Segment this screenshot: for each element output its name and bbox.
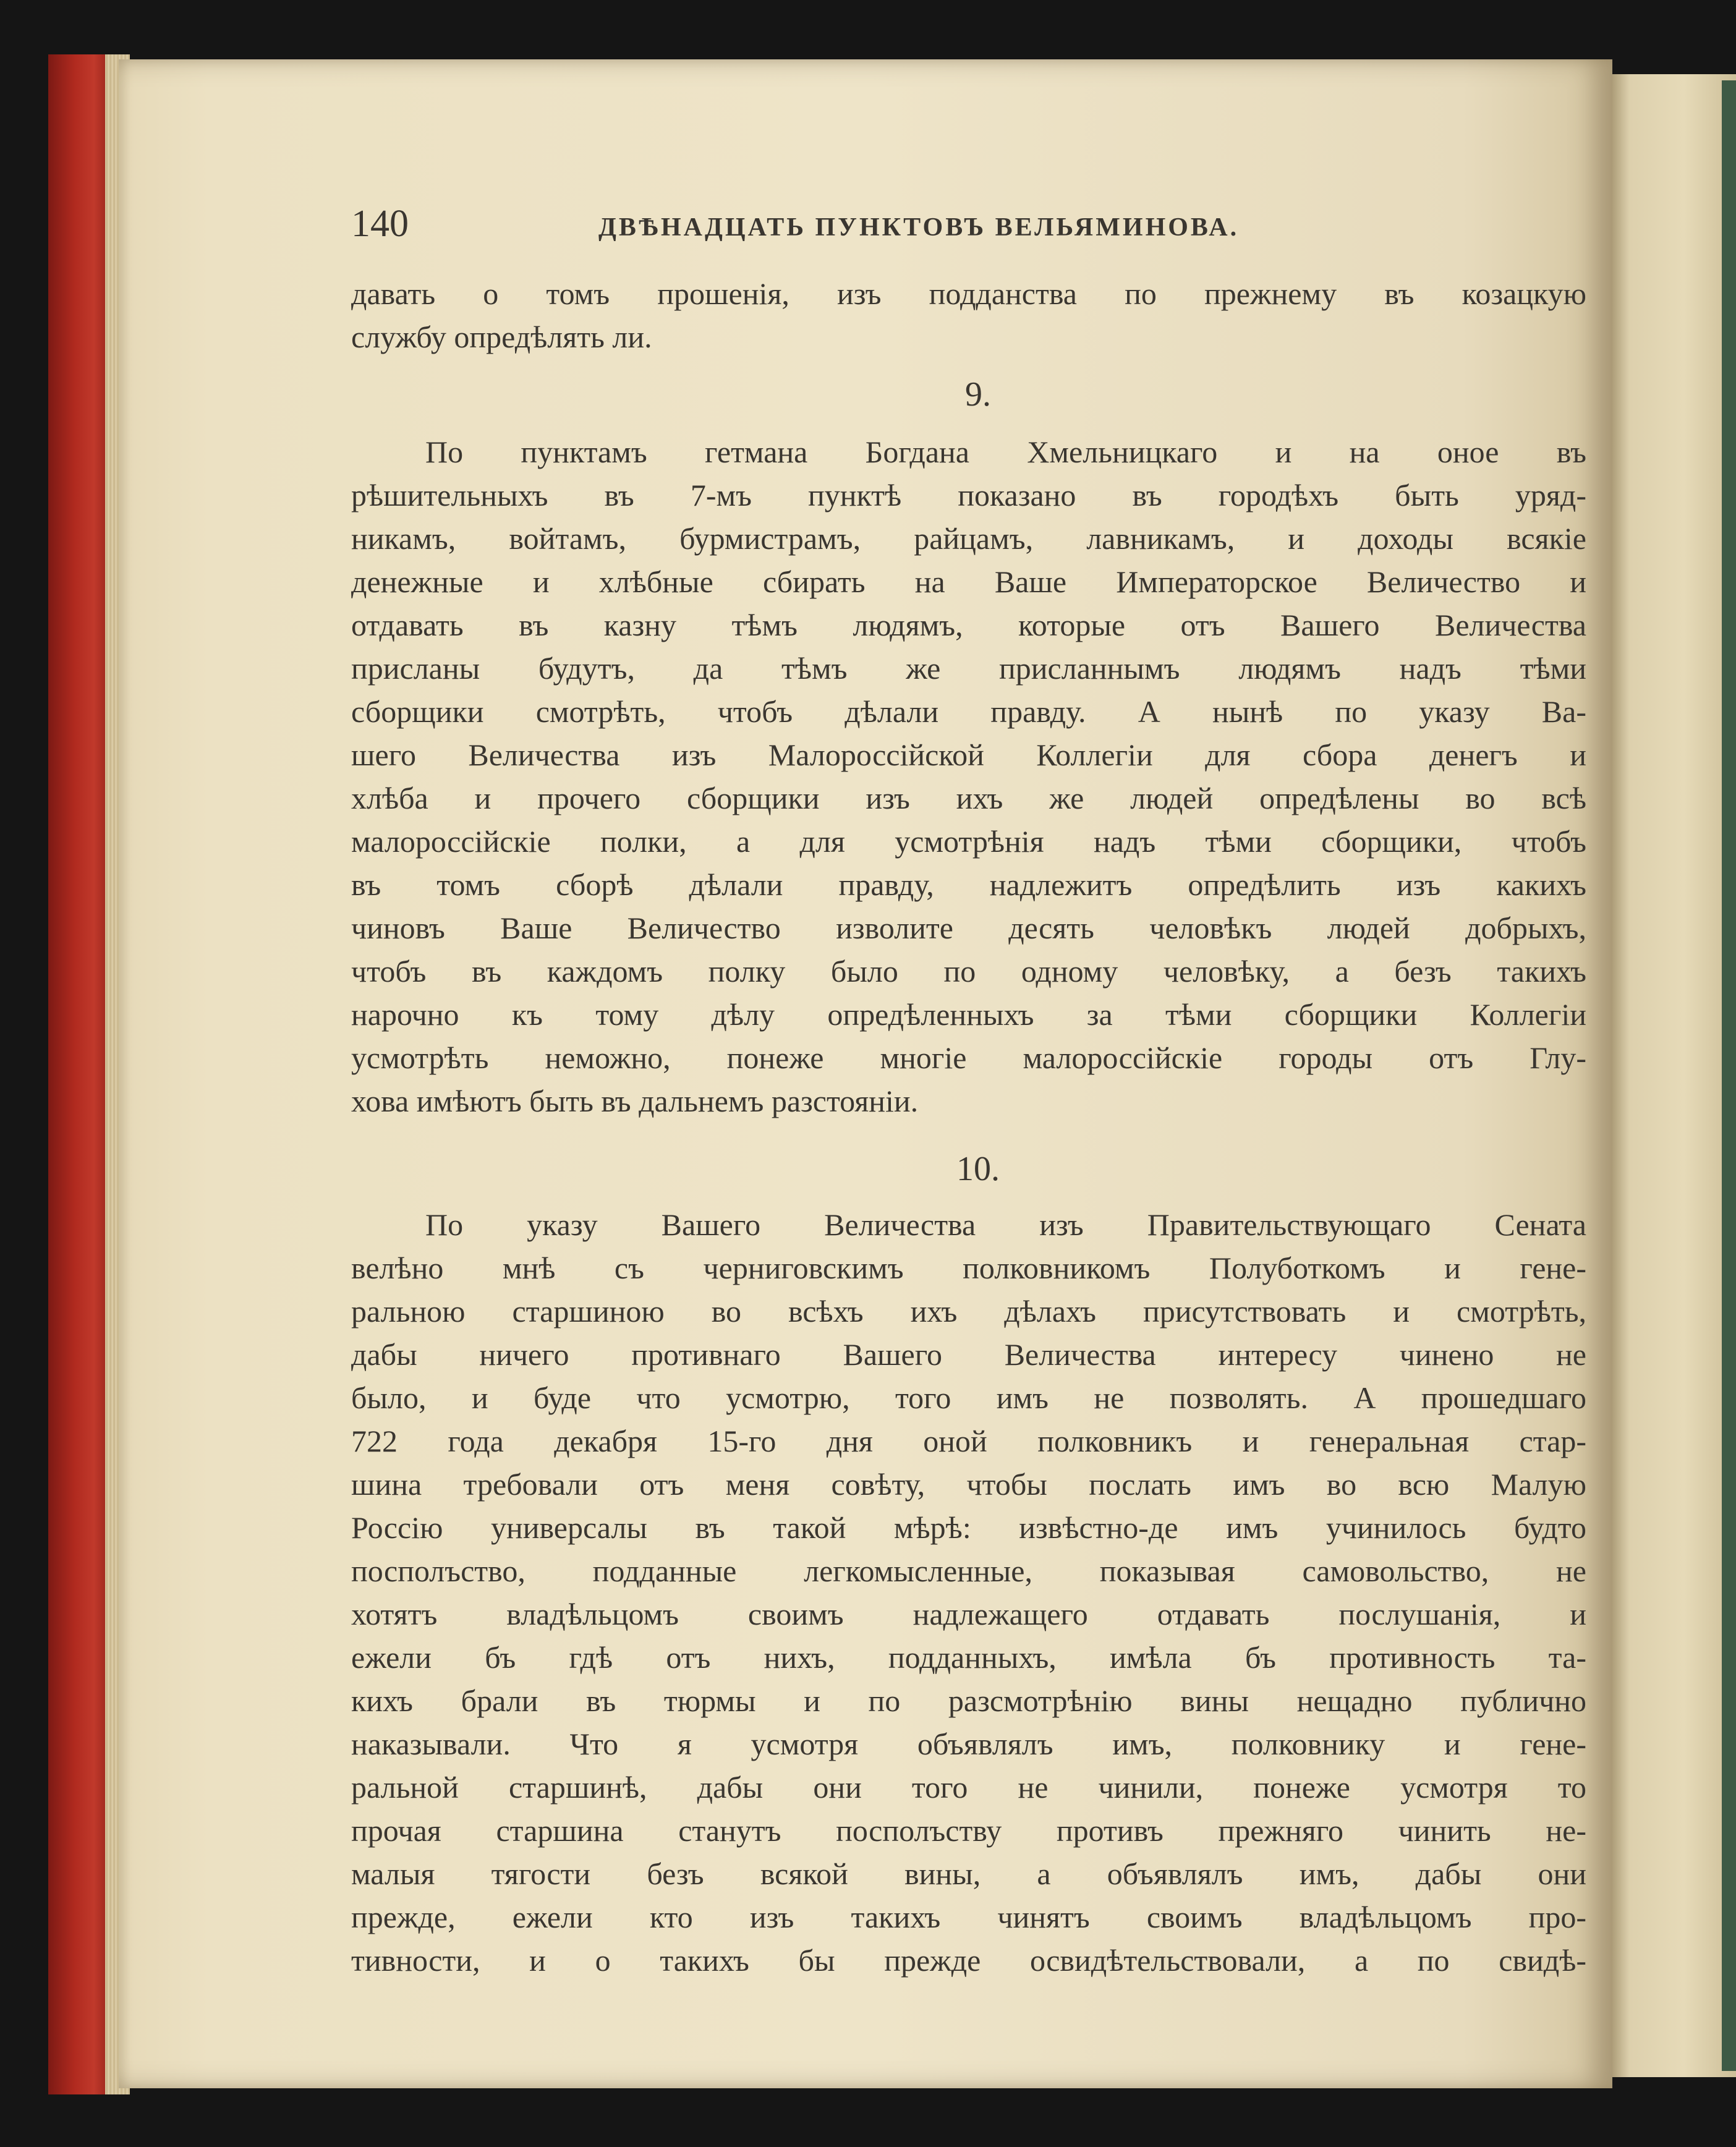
text-line: сборщики смотрѣть, чтобъ дѣлали правду. А нынѣ по указу Ва- <box>351 694 1586 729</box>
text-line: чиновъ Ваше Величество изволите десять человѣкъ людей добрыхъ, <box>351 911 1586 945</box>
section-10 <box>351 1123 1586 1982</box>
text-line: прежде, ежели кто изъ такихъ чинятъ своимъ владѣльцомъ про- <box>351 1900 1586 1934</box>
text-line: нарочно къ тому дѣлу опредѣленныхъ за тѣми сборщики Коллегіи <box>351 997 1586 1032</box>
text-line: шина требовали отъ меня совѣту, чтобы послать имъ во всю Малую <box>351 1467 1586 1502</box>
book-page <box>119 59 1612 2088</box>
text-line: присланы будутъ, да тѣмъ же присланнымъ людямъ надъ тѣми <box>351 651 1586 686</box>
text-line: рѣшительныхъ въ 7-мъ пунктѣ показано въ городѣхъ быть уряд- <box>351 478 1586 512</box>
text-line: кихъ брали въ тюрмы и по разсмотрѣнію вины нещадно публично <box>351 1683 1586 1718</box>
text-line: хова имѣютъ быть въ дальнемъ разстояніи. <box>351 1084 919 1118</box>
text-line: денежные и хлѣбные сбирать на Ваше Императорское Величество и <box>351 564 1586 599</box>
page-header <box>351 199 1586 249</box>
text-line: тивности, и о такихъ бы прежде освидѣтельствовали, а по свидѣ- <box>351 1943 1586 1978</box>
text-line: чтобъ въ каждомъ полку было по одному человѣку, а безъ такихъ <box>351 954 1586 988</box>
text-line: отдавать въ казну тѣмъ людямъ, которые отъ Вашего Величества <box>351 608 1586 642</box>
text-line: усмотрѣть неможно, понеже многіе малороссійскіе городы отъ Глу- <box>351 1040 1586 1075</box>
paragraph-intro <box>351 272 1586 359</box>
text-line: ежели бъ гдѣ отъ нихъ, подданныхъ, имѣла бъ противность та- <box>351 1640 1586 1675</box>
section-9 <box>351 359 1586 1123</box>
page-number: 140 <box>351 203 409 245</box>
text-line: 722 года декабря 15-го дня оной полковникъ и генеральная стар- <box>351 1424 1586 1458</box>
text-line: По указу Вашего Величества изъ Правительствующаго Сената <box>425 1207 1586 1242</box>
text-line: велѣно мнѣ съ черниговскимъ полковникомъ Полуботкомъ и гене- <box>351 1251 1586 1285</box>
text-line: малыя тягости безъ всякой вины, а объявлялъ имъ, дабы они <box>351 1856 1586 1891</box>
text-line: давать о томъ прошенія, изъ подданства по прежнему въ козацкую <box>351 276 1586 311</box>
section-number: 9. <box>965 375 991 414</box>
text-line: ральной старшинѣ, дабы они того не чинили, понеже усмотря то <box>351 1770 1586 1805</box>
book-cover-edge <box>48 54 114 2094</box>
section-number: 10. <box>956 1150 1000 1188</box>
page-body <box>351 272 1586 1982</box>
text-line: шего Величества изъ Малороссійской Коллегіи для сбора денегъ и <box>351 738 1586 772</box>
text-line: было, и буде что усмотрю, того имъ не позволять. А прошедшаго <box>351 1380 1586 1415</box>
text-line: никамъ, войтамъ, бурмистрамъ, райцамъ, лавникамъ, и доходы всякіе <box>351 521 1586 556</box>
text-line: службу опредѣлять ли. <box>351 320 652 354</box>
text-line: въ томъ сборѣ дѣлали правду, надлежитъ опредѣлить изъ какихъ <box>351 867 1586 902</box>
text-line: прочая старшина станутъ посполъству противъ прежняго чинить не- <box>351 1813 1586 1848</box>
text-line: посполъство, подданные легкомысленные, показывая самовольство, не <box>351 1554 1586 1588</box>
text-line: По пунктамъ гетмана Богдана Хмельницкаго и на оное въ <box>425 435 1586 469</box>
facing-pages-edge <box>1606 74 1736 2077</box>
text-line: хотятъ владѣльцомъ своимъ надлежащего отдавать послушанія, и <box>351 1597 1586 1631</box>
running-head: ДВѢНАДЦАТЬ ПУНКТОВЪ ВЕЛЬЯМИНОВА. <box>598 213 1240 242</box>
text-line: малороссійскіе полки, а для усмотрѣнія надъ тѣми сборщики, чтобъ <box>351 824 1586 859</box>
facing-cover-edge <box>1722 80 1736 2071</box>
text-line: дабы ничего противнаго Вашего Величества интересу чинено не <box>351 1337 1586 1372</box>
text-line: наказывали. Что я усмотря объявлялъ имъ, полковнику и гене- <box>351 1727 1586 1761</box>
text-line: Россію универсалы въ такой мѣрѣ: извѣстно-де имъ учинилось будто <box>351 1510 1586 1545</box>
text-line: ральною старшиною во всѣхъ ихъ дѣлахъ присутствовать и смотрѣть, <box>351 1294 1586 1329</box>
text-line: хлѣба и прочего сборщики изъ ихъ же людей опредѣлены во всѣ <box>351 781 1586 815</box>
